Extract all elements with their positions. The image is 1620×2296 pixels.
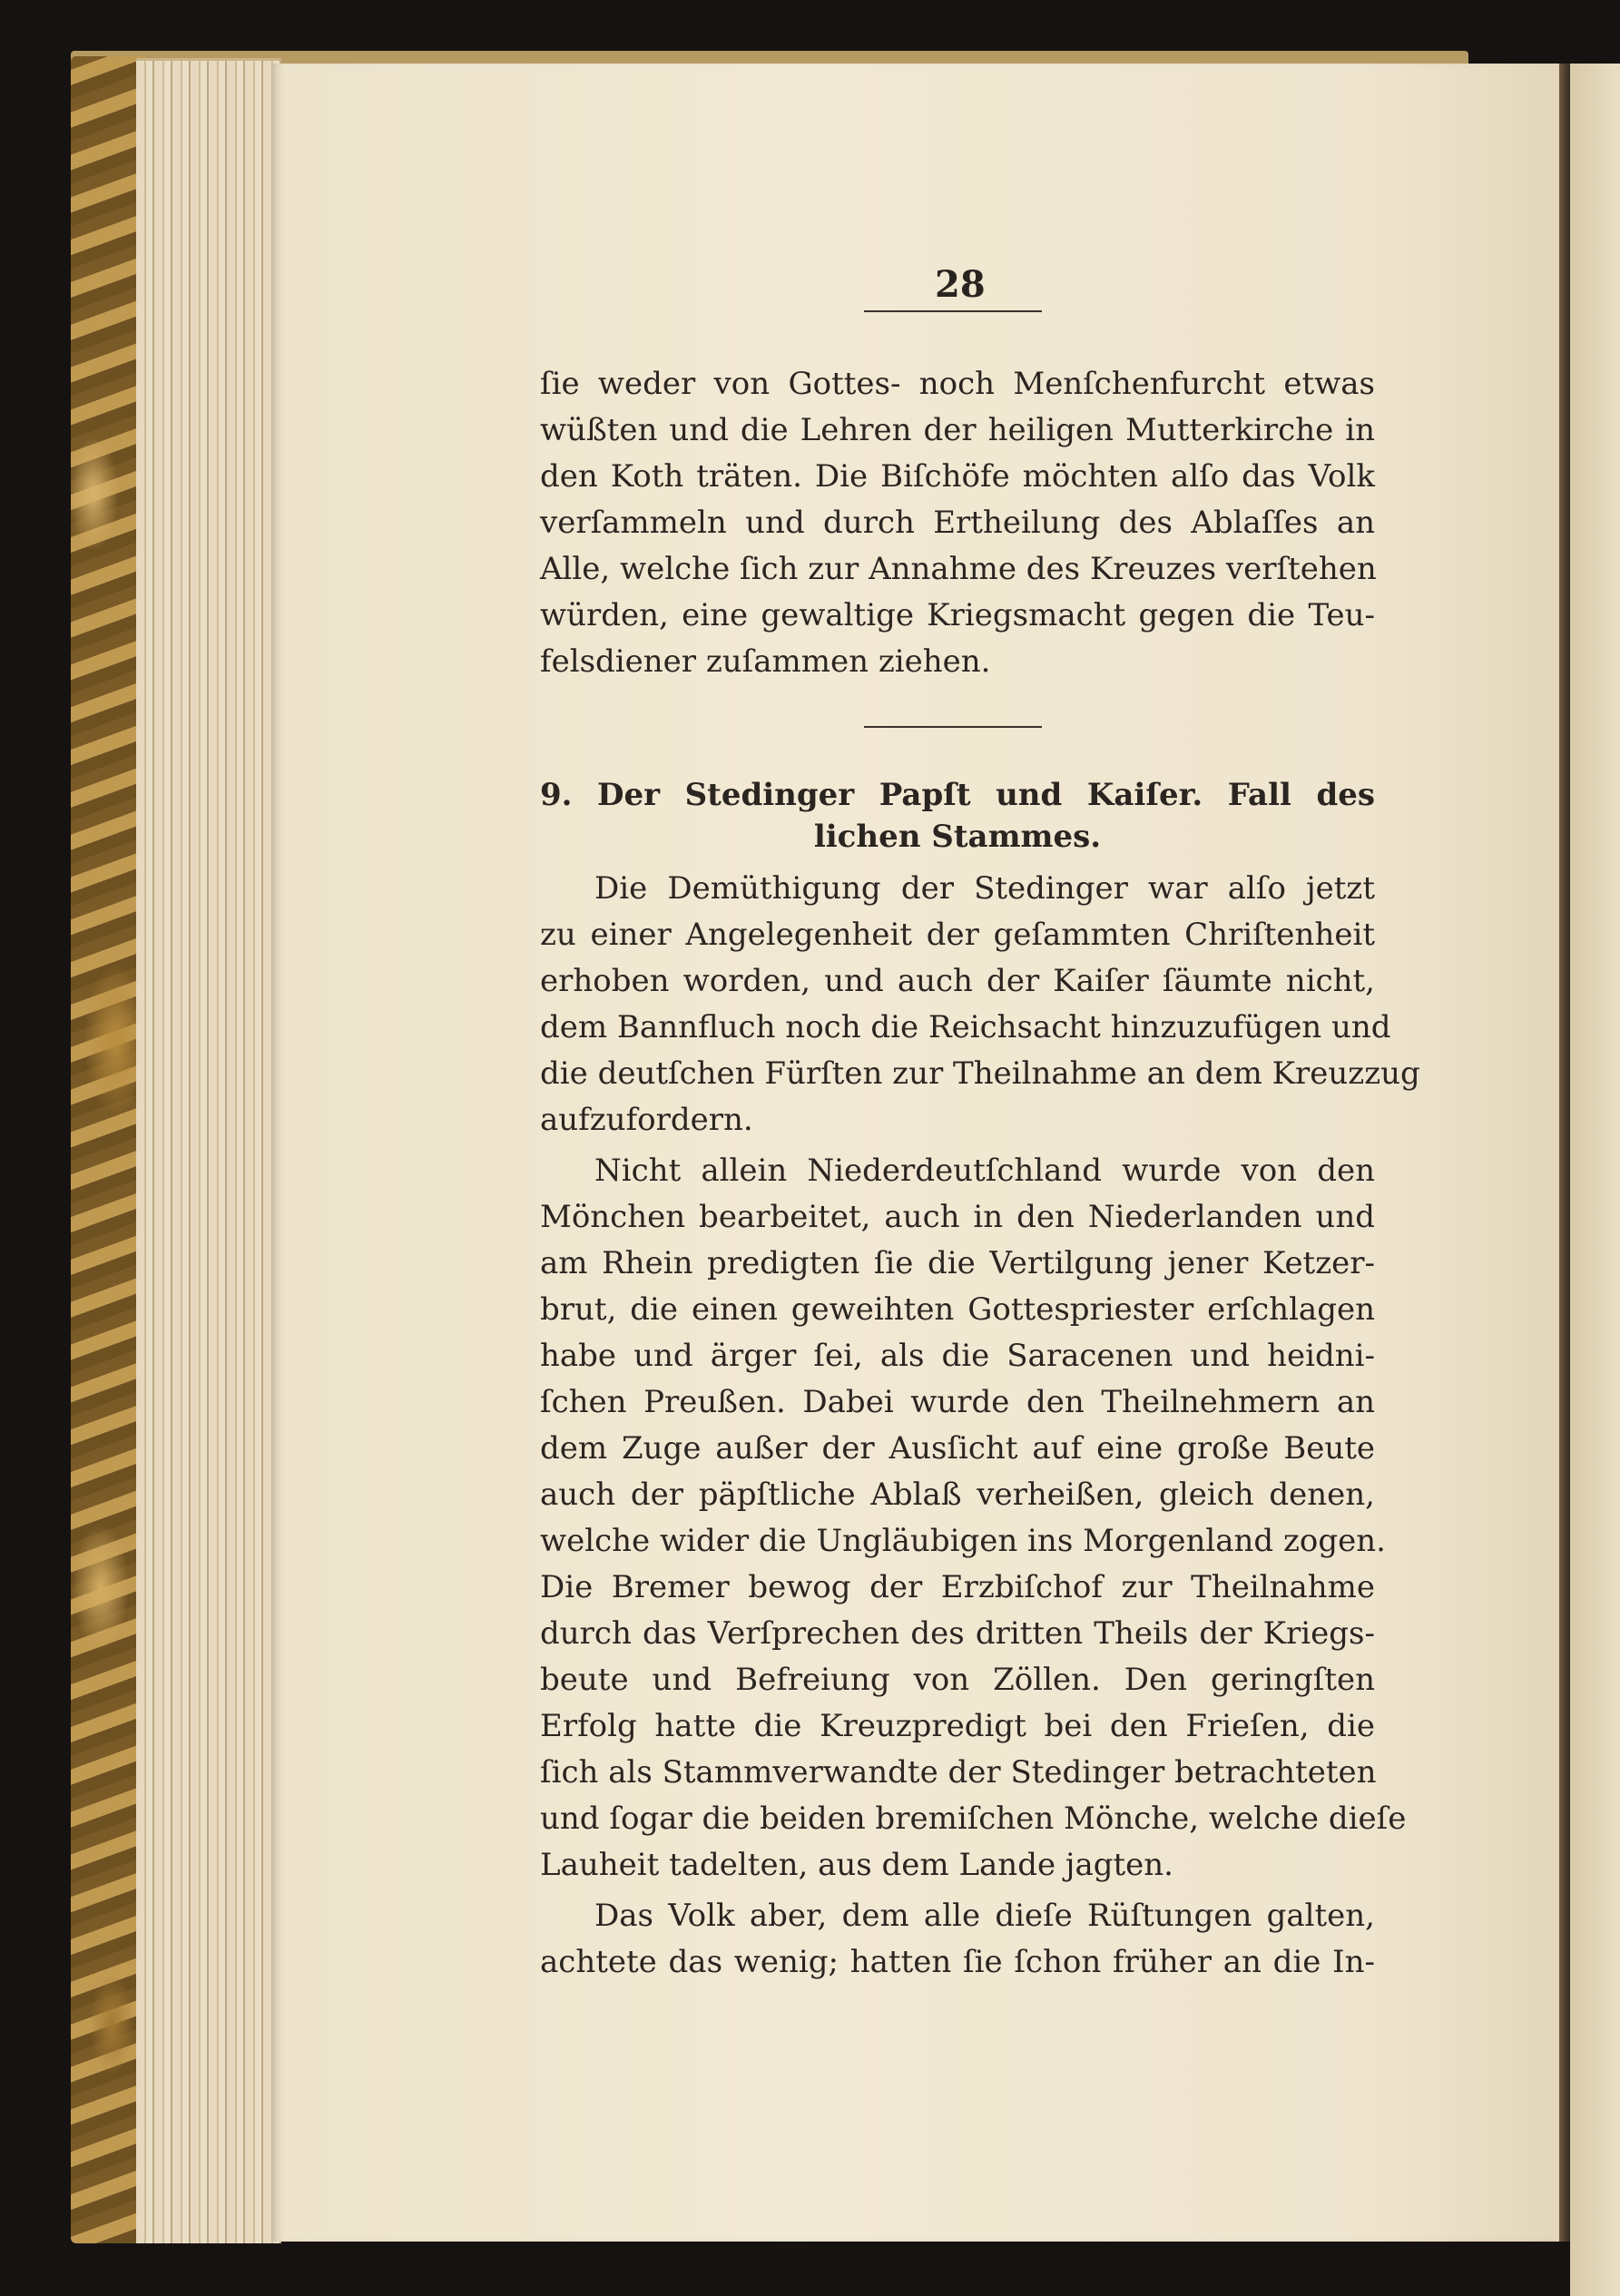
text-line: würden, eine gewaltige Kriegsmacht gegen die Teu- [540,597,1375,633]
text-line: ſie weder von Gottes- noch Menſchenfurcht etwas [540,366,1375,402]
text-line: beute und Befreiung von Zöllen. Den geringſten [540,1662,1375,1698]
text-line: ſchen Preußen. Dabei wurde den Theilnehmern an [540,1384,1375,1420]
text-line: habe und ärger ſei, als die Saracenen und heidni- [540,1338,1375,1374]
text-line: Nicht allein Niederdeutſchland wurde von den [594,1153,1375,1189]
text-line: am Rhein predigten ſie die Vertilgung jener Ketzer- [540,1245,1375,1281]
section-heading: 9. Der Stedinger Papſt und Kaiſer. Fall des [540,777,1375,813]
text-line: auch der päpſtliche Ablaß verheißen, gleich denen, [540,1477,1375,1513]
text-line: aufzufordern. [540,1102,753,1138]
header-rule [864,310,1042,312]
text-line: und ſogar die beiden bremiſchen Mönche, welche dieſe [540,1800,1407,1837]
text-line: Erfolg hatte die Kreuzpredigt bei den Frieſen, die [540,1708,1375,1744]
facing-page-edge [1570,64,1620,2296]
text-line: achtete das wenig; hatten ſie ſchon früher an die In- [540,1944,1375,1980]
text-line: dem Zuge außer der Ausſicht auf eine große Beute [540,1430,1375,1467]
section-heading: lichen Stammes. [813,819,1102,855]
text-line: wüßten und die Lehren der heiligen Mutterkirche in [540,412,1375,448]
page-edges [136,58,281,2243]
page-number: 28 [935,263,986,306]
marbled-cover [71,56,145,2243]
text-line: den Koth träten. Die Biſchöfe möchten alſo das Volk [540,458,1375,495]
text-line: Lauheit tadelten, aus dem Lande jagten. [540,1847,1173,1883]
text-line: durch das Verſprechen des dritten Theils der Kriegs- [540,1615,1375,1652]
section-rule [864,726,1042,728]
text-line: zu einer Angelegenheit der geſammten Chriſtenheit [540,917,1375,953]
text-line: felsdiener zuſammen ziehen. [540,643,991,680]
text-line: Die Demüthigung der Stedinger war alſo jetzt [594,870,1375,907]
text-line: Die Bremer bewog der Erzbiſchof zur Theilnahme [540,1569,1375,1605]
text-line: Alle, welche ſich zur Annahme des Kreuzes verſtehen [540,551,1377,587]
text-line: welche wider die Ungläubigen ins Morgenland zogen. [540,1523,1386,1559]
text-line: verſammeln und durch Ertheilung des Ablaſſes an [540,505,1375,541]
text-line: dem Bannfluch noch die Reichsacht hinzuzufügen und [540,1009,1391,1045]
text-line: Das Volk aber, dem alle dieſe Rüſtungen galten, [594,1898,1375,1934]
text-line: ſich als Stammverwandte der Stedinger betrachteten [540,1754,1377,1791]
text-line: die deutſchen Fürſten zur Theilnahme an dem Kreuzzug [540,1055,1420,1092]
text-line: brut, die einen geweihten Gottespriester erſchlagen [540,1291,1375,1328]
text-line: Mönchen bearbeitet, auch in den Niederlanden und [540,1199,1375,1235]
text-line: erhoben worden, und auch der Kaiſer ſäumte nicht, [540,963,1375,999]
